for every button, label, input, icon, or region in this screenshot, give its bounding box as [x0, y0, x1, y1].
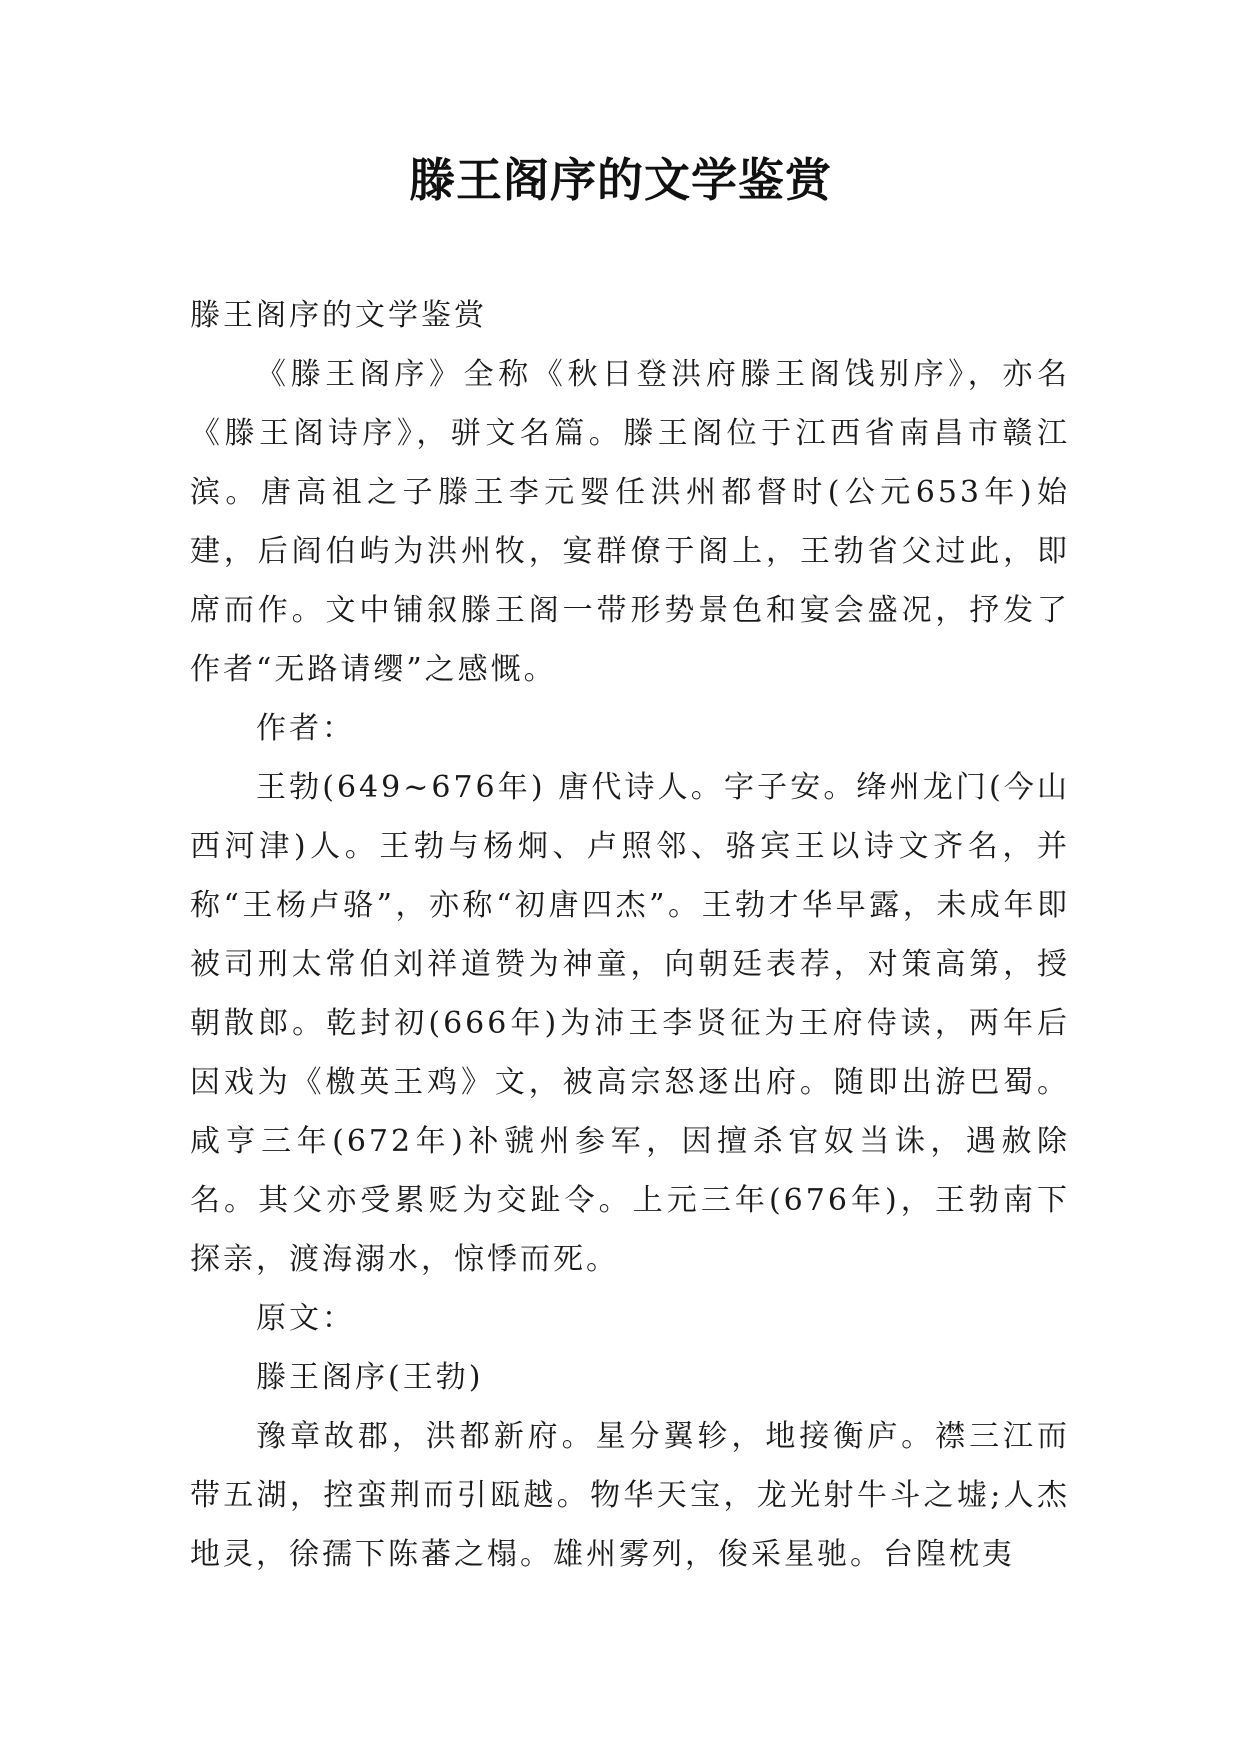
- author-heading: 作者：: [256, 711, 355, 746]
- document-title: 滕王阁序的文学鉴赏: [409, 153, 832, 207]
- document-body: [190, 286, 1070, 1584]
- original-text-paragraph: 豫章故郡，洪都新府。星分翼轸，地接衡庐。襟三江而带五湖，控蛮荆而引瓯越。物华天宝，龙光射牛斗之墟;人杰地灵，徐孺下陈蕃之榻。雄州雾列，俊采星驰。台隍枕夷: [190, 1419, 1070, 1572]
- subtitle-paragraph: 滕王阁序的文学鉴赏: [190, 298, 487, 333]
- intro-paragraph: 《滕王阁序》全称《秋日登洪府滕王阁饯别序》，亦名《滕王阁诗序》，骈文名篇。滕王阁位于江西省南昌市赣江滨。唐高祖之子滕王李元婴任洪州都督时(公元653年)始建，后阎伯屿为洪州牧，宴群僚于阁上，王勃省父过此，即席而作。文中铺叙滕王阁一带形势景色和宴会盛况，抒发了作者“无路请缨”之感慨。: [190, 357, 1070, 687]
- original-title: 滕王阁序(王勃): [256, 1360, 484, 1395]
- author-paragraph: 王勃(649~676年) 唐代诗人。字子安。绛州龙门(今山西河津)人。王勃与杨炯、卢照邻、骆宾王以诗文齐名，并称“王杨卢骆”，亦称“初唐四杰”。王勃才华早露，未成年即被司刑太常伯刘祥道赞为神童，向朝廷表荐，对策高第，授朝散郎。乾封初(666年)为沛王李贤征为王府侍读，两年后因戏为《檄英王鸡》文，被高宗怒逐出府。随即出游巴蜀。咸亨三年(672年)补虢州参军，因擅杀官奴当诛，遇赦除名。其父亦受累贬为交趾令。上元三年(676年)，王勃南下探亲，渡海溺水，惊悸而死。: [190, 770, 1070, 1277]
- original-heading: 原文：: [256, 1301, 355, 1336]
